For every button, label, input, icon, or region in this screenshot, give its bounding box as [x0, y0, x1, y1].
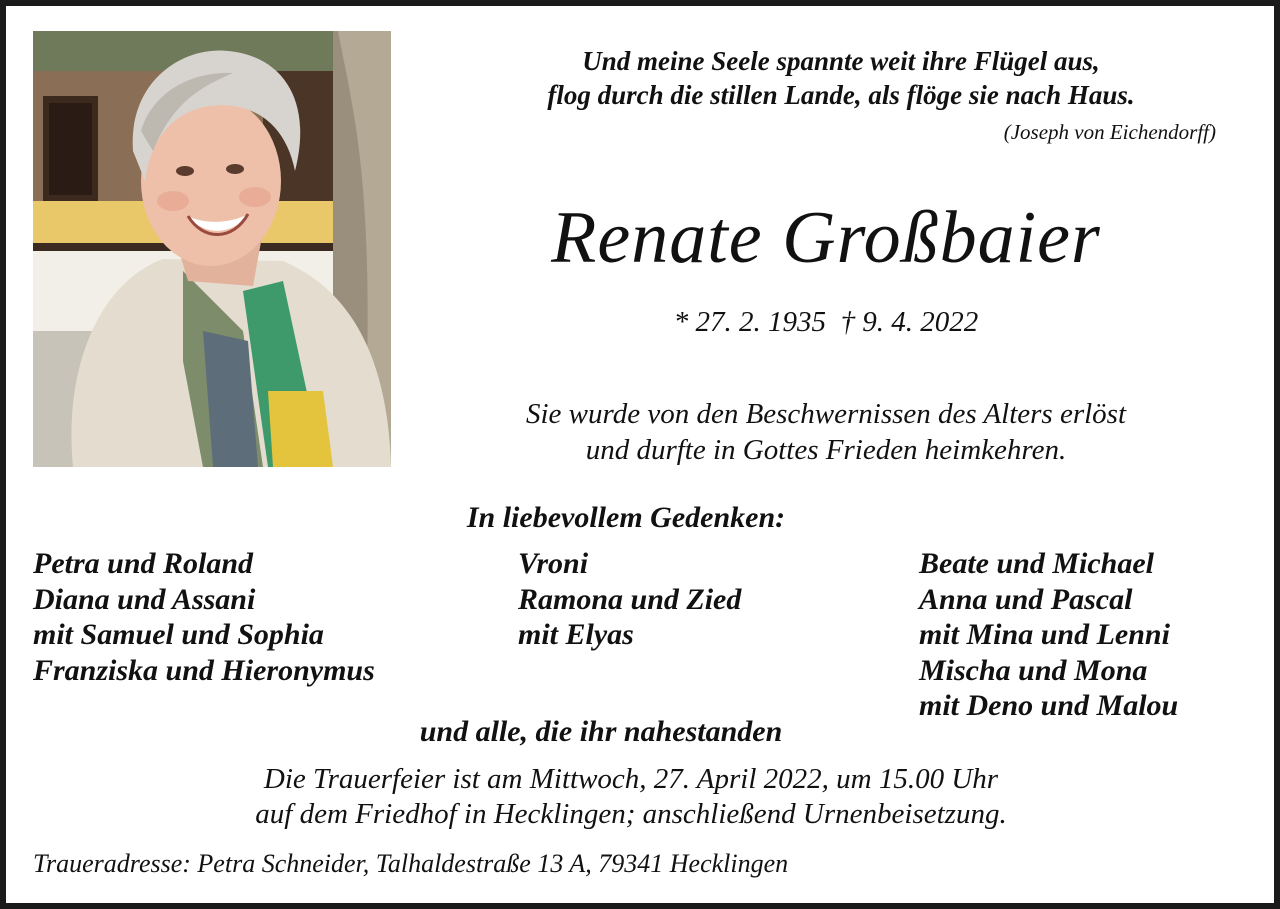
- service-line-2: auf dem Friedhof in Hecklingen; anschließend Urnenbeisetzung.: [255, 798, 1007, 830]
- quote-line-2: flog durch die stillen Lande, als flöge sie nach Haus.: [547, 80, 1135, 110]
- release-line-1: Sie wurde von den Beschwernissen des Alters erlöst: [525, 398, 1127, 430]
- mourner-line: mit Mina und Lenni: [919, 618, 1170, 651]
- funeral-service-info: [6, 762, 1280, 832]
- mourner-line: mit Samuel und Sophia: [33, 618, 324, 651]
- deceased-name: Renate Großbaier: [551, 197, 1101, 279]
- mourner-line: Franziska und Hieronymus: [33, 653, 375, 687]
- mourner-line: Mischa und Mona: [919, 653, 1148, 687]
- mourning-address: Traueradresse: Petra Schneider, Talhaldestraße 13 A, 79341 Hecklingen: [33, 849, 789, 878]
- release-line-2: und durfte in Gottes Frieden heimkehren.: [585, 434, 1067, 466]
- quote-line-1: Und meine Seele spannte weit ihre Flügel aus,: [582, 46, 1100, 76]
- portrait-image: [33, 31, 391, 467]
- mourner-line: Vroni: [518, 547, 589, 580]
- service-line-1: Die Trauerfeier ist am Mittwoch, 27. April 2022, um 15.00 Uhr: [263, 763, 999, 795]
- others-line: und alle, die ihr nahestanden: [419, 715, 783, 748]
- mourner-line: Beate und Michael: [919, 547, 1155, 580]
- mourner-line: mit Deno und Malou: [919, 689, 1179, 722]
- mourner-line: Diana und Assani: [33, 582, 256, 616]
- mourners-column-3: [919, 546, 1178, 724]
- mourner-line: Petra und Roland: [33, 547, 254, 580]
- quote-author: (Joseph von Eichendorff): [1003, 120, 1216, 144]
- life-dates: * 27. 2. 1935 † 9. 4. 2022: [673, 306, 979, 338]
- mourner-line: Anna und Pascal: [919, 582, 1133, 616]
- portrait-photo: [33, 31, 391, 467]
- eichendorff-quote: [426, 44, 1256, 112]
- mourner-line: Ramona und Zied: [518, 582, 742, 616]
- mourners-column-1: [33, 546, 375, 688]
- memorial-heading: In liebevollem Gedenken:: [466, 501, 786, 534]
- release-text: [426, 396, 1226, 468]
- mourner-line: mit Elyas: [518, 618, 634, 651]
- mourners-column-2: [518, 546, 741, 653]
